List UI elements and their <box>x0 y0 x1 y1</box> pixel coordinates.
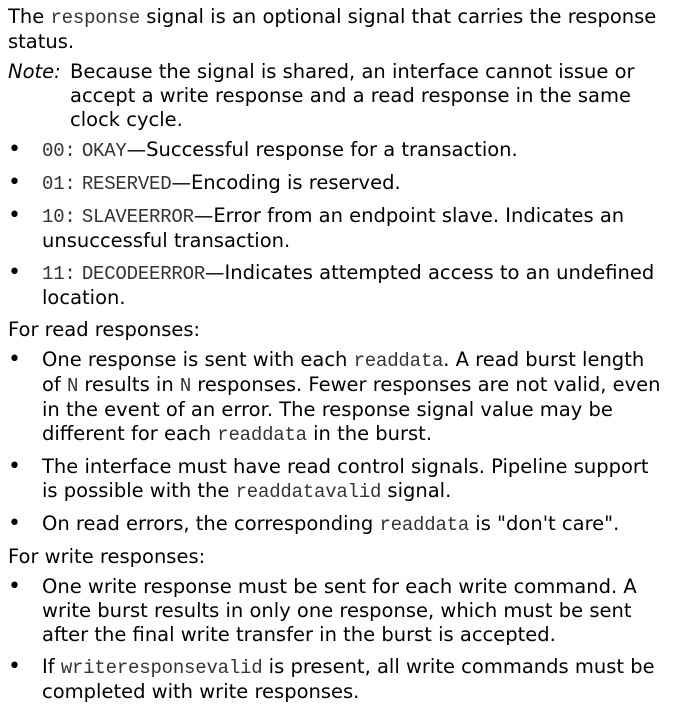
read-responses-heading: For read responses: <box>8 318 201 341</box>
code-name: RESERVED <box>81 173 172 195</box>
text-run: One response is sent with each <box>42 348 354 371</box>
bullet-icon: • <box>8 260 21 285</box>
text-run: The interface must have read control signals. Pipeline support is possible with the <box>42 455 649 502</box>
note-text: Because the signal is shared, an interface cannot issue or accept a write response and a read response in the same clock cycle. <box>70 60 635 131</box>
note-label: Note: <box>8 60 61 83</box>
code-value: 10: <box>42 206 76 228</box>
bullet-icon: • <box>8 574 21 599</box>
code-value: 00: <box>42 140 76 162</box>
list-item <box>8 204 676 253</box>
readdata-code: readdata <box>353 350 444 372</box>
code-name: OKAY <box>81 140 127 162</box>
code-name: SLAVEERROR <box>81 206 194 228</box>
code-description: —Indicates attempted access to an undefined location. <box>42 261 655 309</box>
intro-paragraph <box>8 5 676 54</box>
code-description: —Successful response for a transaction. <box>126 138 518 161</box>
text-run: signal. <box>381 479 452 502</box>
n-code: N <box>67 375 79 397</box>
list-item <box>8 575 676 647</box>
list-item <box>8 655 676 704</box>
text-run: . A read burst length of <box>42 348 645 396</box>
bullet-icon: • <box>8 137 21 162</box>
note-block <box>8 60 676 132</box>
bullet-icon: • <box>8 170 21 195</box>
list-item <box>8 455 676 504</box>
bullet-icon: • <box>8 511 21 536</box>
text-run: If <box>42 655 61 678</box>
readdata-code: readdata <box>217 424 307 446</box>
response-signal-code: response <box>50 7 141 29</box>
list-item <box>8 171 676 196</box>
bullet-icon: • <box>8 347 21 372</box>
text-run: One write response must be sent for each write command. A write burst results in only one response, which must be sent after the final write transfer in the burst is accepted. <box>42 575 637 646</box>
readdatavalid-code: readdatavalid <box>235 481 382 503</box>
code-name: DECODEERROR <box>81 263 206 285</box>
text-run: is present, all write commands must be completed with write responses. <box>42 655 655 703</box>
list-item <box>8 348 676 447</box>
writeresponsevalid-code: writeresponsevalid <box>60 657 263 679</box>
list-item <box>8 138 676 163</box>
bullet-icon: • <box>8 454 21 479</box>
bullet-icon: • <box>8 203 21 228</box>
read-responses-list <box>8 348 676 537</box>
readdata-code: readdata <box>379 514 470 536</box>
response-code-list <box>8 138 676 310</box>
text-run: in the burst. <box>306 422 433 445</box>
text-run: responses. Fewer responses are not valid, even in the event of an error. The response signal value may be different for each <box>42 373 661 445</box>
code-description: —Error from an endpoint slave. Indicates an unsuccessful transaction. <box>42 204 625 252</box>
list-item <box>8 512 676 537</box>
n-code: N <box>179 375 192 397</box>
write-responses-list <box>8 575 676 704</box>
text-run: On read errors, the corresponding <box>42 512 380 535</box>
code-value: 01: <box>42 173 76 195</box>
code-description: —Encoding is reserved. <box>171 171 401 194</box>
write-responses-heading: For write responses: <box>8 545 206 568</box>
bullet-icon: • <box>8 654 21 679</box>
text-run: results in <box>78 373 180 396</box>
intro-text-post: signal is an optional signal that carries the response status. <box>8 5 657 53</box>
code-value: 11: <box>42 263 76 285</box>
intro-text-pre: The <box>8 5 51 28</box>
text-run: is "don't care". <box>469 512 620 535</box>
list-item <box>8 261 676 310</box>
